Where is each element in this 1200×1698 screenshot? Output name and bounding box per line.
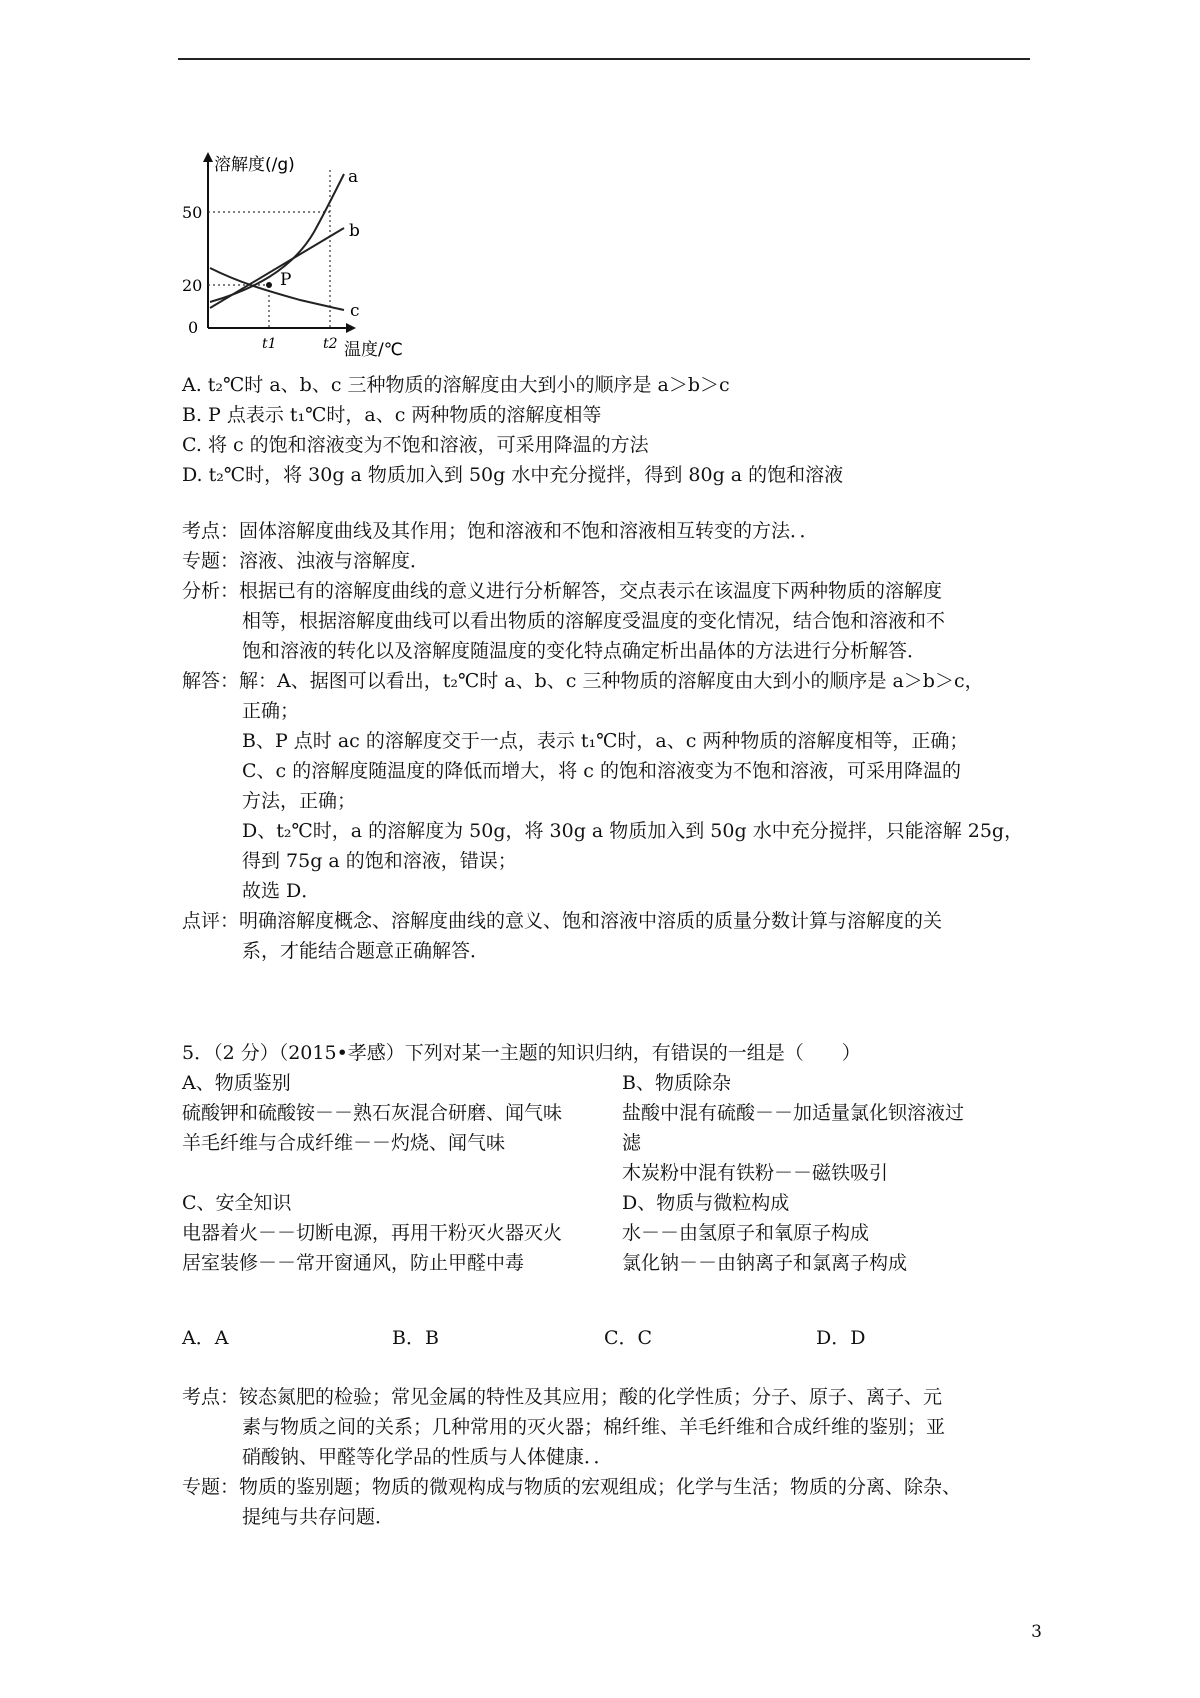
- svg-text:50: 50: [182, 203, 203, 222]
- curve-b: [210, 228, 344, 308]
- q5-kaodian-2: 素与物质之间的关系；几种常用的灭火器；棉纤维、羊毛纤维和合成纤维的鉴别；亚: [242, 1416, 946, 1438]
- x-axis-label: 温度/℃: [344, 340, 403, 360]
- q5-left-line: C、安全知识: [182, 1192, 292, 1214]
- q4-dianping-2: 系，才能结合题意正确解答．: [242, 940, 490, 962]
- header-rule: [178, 58, 1030, 60]
- q5-kaodian-3: 硝酸钠、甲醛等化学品的性质与人体健康．．: [242, 1446, 613, 1468]
- q4-jieda-4: C、c 的溶解度随温度的降低而增大，将 c 的饱和溶液变为不饱和溶液，可采用降温的: [242, 760, 961, 782]
- q5-left-line: 电器着火－－切断电源，再用干粉灭火器灭火: [182, 1222, 563, 1244]
- q4-jieda-8: 故选 D．: [242, 880, 321, 902]
- q4-zhuanti: 专题：溶液、浊液与溶解度．: [182, 550, 430, 572]
- point-p: [266, 282, 272, 288]
- solubility-graph: [182, 150, 422, 360]
- q5-stem: 5．（2 分）（2015•孝感）下列对某一主题的知识归纳，有错误的一组是（ ）: [182, 1042, 861, 1064]
- q5-choice-c: C．C: [604, 1327, 653, 1349]
- solubility-figure: [182, 150, 422, 364]
- svg-text:0: 0: [188, 318, 199, 337]
- q5-choice-b: B．B: [392, 1327, 439, 1349]
- q4-jieda-6: D、t₂℃时，a 的溶解度为 50g，将 30g a 物质加入到 50g 水中充分搅拌，只能溶解 25g，: [242, 820, 1024, 842]
- svg-text:20: 20: [182, 276, 203, 295]
- q5-left-line: 羊毛纤维与合成纤维－－灼烧、闻气味: [182, 1132, 506, 1154]
- page-number: 3: [1031, 1622, 1042, 1642]
- q4-dianping-1: 点评：明确溶解度概念、溶解度曲线的意义、饱和溶液中溶质的质量分数计算与溶解度的关: [182, 910, 943, 932]
- q5-choice-a: A．A: [182, 1327, 229, 1349]
- q4-fenxi-2: 相等，根据溶解度曲线可以看出物质的溶解度受温度的变化情况，结合饱和溶液和不: [242, 610, 946, 632]
- curve-c: [210, 268, 344, 310]
- q4-jieda-5: 方法，正确；: [242, 790, 357, 812]
- q5-right-line: 水－－由氢原子和氧原子构成: [622, 1222, 870, 1244]
- q5-analysis: [182, 1382, 1042, 1532]
- q5-left-column: [182, 1068, 622, 1278]
- tick-t2: t2: [323, 336, 338, 352]
- q5-right-line: 木炭粉中混有铁粉－－磁铁吸引: [622, 1162, 889, 1184]
- q5-zhuanti-2: 提纯与共存问题．: [242, 1506, 395, 1528]
- q5-right-column: [622, 1068, 1042, 1278]
- q5-left-line: 硫酸钾和硫酸铵－－熟石灰混合研磨、闻气味: [182, 1102, 563, 1124]
- q5-left-line: [182, 1158, 622, 1188]
- q5-right-line: D、物质与微粒构成: [622, 1192, 790, 1214]
- label-b: b: [349, 221, 360, 241]
- q4-option-c: C. 将 c 的饱和溶液变为不饱和溶液，可采用降温的方法: [182, 434, 649, 456]
- q4-kaodian: 考点：固体溶解度曲线及其作用；饱和溶液和不饱和溶液相互转变的方法．．: [182, 520, 819, 542]
- q4-jieda-2: 正确；: [242, 700, 300, 722]
- q4-options: [182, 370, 1042, 490]
- q4-option-d: D. t₂℃时，将 30g a 物质加入到 50g 水中充分搅拌，得到 80g a 的饱和溶液: [182, 464, 844, 486]
- label-c: c: [350, 301, 360, 321]
- q4-fenxi-1: 分析：根据已有的溶解度曲线的意义进行分析解答，交点表示在该温度下两种物质的溶解度: [182, 580, 943, 602]
- q5-zhuanti-1: 专题：物质的鉴别题；物质的微观构成与物质的宏观组成；化学与生活；物质的分离、除杂、: [182, 1476, 962, 1498]
- q5-right-line: 氯化钠－－由钠离子和氯离子构成: [622, 1252, 908, 1274]
- q5-right-line: 滤: [622, 1132, 642, 1154]
- q4-analysis: [182, 516, 1042, 966]
- q5-left-line: 居室装修－－常开窗通风，防止甲醛中毒: [182, 1252, 525, 1274]
- q4-jieda-7: 得到 75g a 的饱和溶液，错误；: [242, 850, 517, 872]
- q5-right-line: B、物质除杂: [622, 1072, 731, 1094]
- label-a: a: [348, 167, 359, 187]
- q5-right-line: 盐酸中混有硫酸－－加适量氯化钡溶液过: [622, 1102, 965, 1124]
- q4-jieda-3: B、P 点时 ac 的溶解度交于一点，表示 t₁℃时，a、c 两种物质的溶解度相等，正确；: [242, 730, 969, 752]
- q4-option-b: B. P 点表示 t₁℃时，a、c 两种物质的溶解度相等: [182, 404, 602, 426]
- q5-kaodian-1: 考点：铵态氮肥的检验；常见金属的特性及其应用；酸的化学性质；分子、原子、离子、元: [182, 1386, 943, 1408]
- q4-jieda-1: 解答：解：A、据图可以看出，t₂℃时 a、b、c 三种物质的溶解度由大到小的顺序是 a＞b＞c，: [182, 670, 984, 692]
- label-p: P: [280, 270, 292, 290]
- curve-a: [210, 174, 344, 302]
- q4-fenxi-3: 饱和溶液的转化以及溶解度随温度的变化特点确定析出晶体的方法进行分析解答．: [242, 640, 927, 662]
- q5-choice-d: D．D: [816, 1327, 866, 1349]
- y-axis-label: 溶解度(/g): [214, 155, 295, 175]
- q4-option-a: A. t₂℃时 a、b、c 三种物质的溶解度由大到小的顺序是 a＞b＞c: [182, 374, 730, 396]
- tick-t1: t1: [262, 336, 277, 352]
- q5-left-line: A、物质鉴别: [182, 1072, 291, 1094]
